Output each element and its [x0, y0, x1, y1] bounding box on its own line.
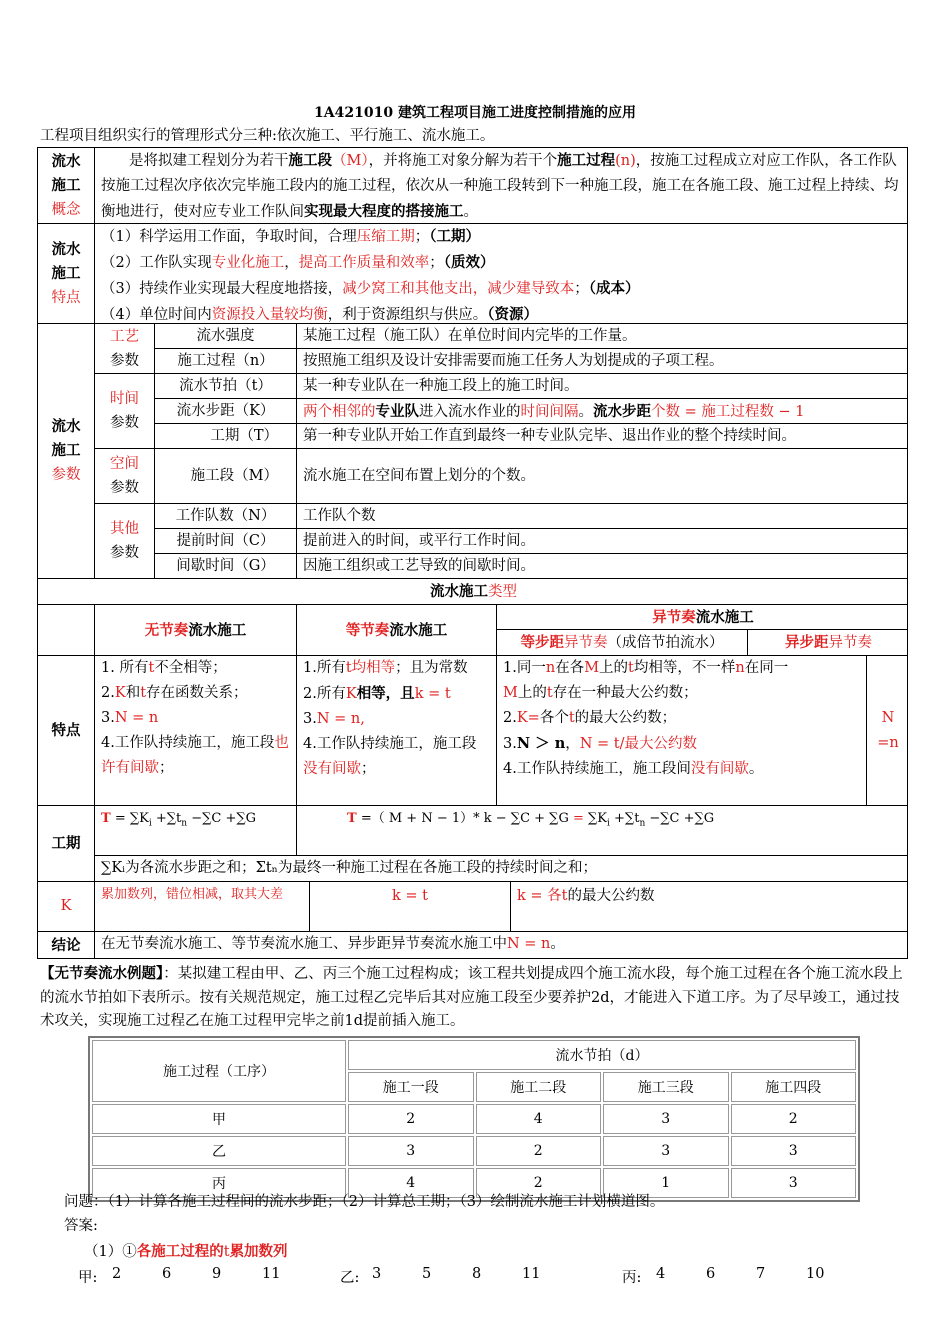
seq-value: 2 — [112, 1266, 122, 1282]
conclusion-label: 结论 — [38, 932, 95, 959]
param-name: 间歇时间（G） — [155, 554, 297, 579]
feat-equal: 1.所有t均相等；且为常数 2.所有K相等，且k = t 3.N = n, 4.工作队持续施工，施工段没有间歇； — [297, 656, 497, 806]
step-one: （1）①各施工过程的t累加数列 — [84, 1243, 288, 1260]
example-text: 【无节奏流水例题】：某拟建工程由甲、乙、丙三个施工过程构成；该工程共划提成四个施工流水段，每个施工过程在各个施工流水段上的流水节拍如下表所示。按有关规范规定，施工过程乙完毕后其对应施工段至少要养护2d，才能进入下道工序。为了尽早竣工，通过技术攻关，实现施工过程乙在施工过程甲完毕之前1d提前插入施工。 — [40, 965, 903, 1029]
type-col-irregular: 无节奏流水施工 — [95, 605, 297, 656]
seq-value: 6 — [162, 1266, 172, 1282]
type-col-var-step: 异步距异节奏 — [748, 630, 908, 656]
seq-value: 4 — [656, 1266, 666, 1282]
beat-table — [88, 1036, 860, 1202]
param-desc: 两个相邻的专业队进入流水作业的时间间隔。流水步距个数 = 施工过程数 − 1 — [297, 399, 908, 424]
type-col-equal: 等节奏流水施工 — [297, 605, 497, 656]
feat-equal-step: 1.同一n在各M上的t均相等，不一样n在同一 M上的t存在一种最大公约数； 2.K=各个t的最大公约数； 3.N ＞ n，N = t/最大公约数 4.工作队持续施工，施工段间没有间歇。 — [497, 656, 867, 806]
features-text: （1）科学运用工作面，争取时间，合理压缩工期；（工期） （2）工作队实现专业化施工，提高工作质量和效率；（质效） （3）持续作业实现最大程度地搭接，减少窝工和其他支出，减少建导致本；（成本） （4）单位时间内资源投入量较均衡，利于资源组织与供应。（资源） — [95, 224, 908, 324]
param-name: 流水节拍（t） — [155, 374, 297, 399]
seq-value: 3 — [372, 1266, 382, 1282]
param-name: 流水强度 — [155, 324, 297, 349]
k-equal-step: k = 各t的最大公约数 — [511, 882, 908, 932]
table-col-header: 施工二段 — [476, 1072, 602, 1102]
concept-text: 是将拟建工程划分为若干施工段（M），并将施工对象分解为若干个施工过程(n)，按施工过程成立对应工作队，各工作队按施工过程次序依次完毕施工段内的施工过程，依次从一种施工段转到下一种施工段，施工在各施工段、施工过程上持续、均衡地进行，使对应专业工作队间实现最大程度的搭接施工。 — [95, 148, 908, 224]
seq-value: 7 — [756, 1266, 766, 1282]
summary-table — [37, 147, 908, 959]
table-row: 丙 4 2 1 3 — [92, 1168, 856, 1198]
table-col-header: 施工一段 — [348, 1072, 474, 1102]
table-row: 甲 2 4 3 2 — [92, 1104, 856, 1134]
k-label: K — [38, 882, 95, 932]
feat-label: 特点 — [38, 656, 95, 806]
seq-yi-label: 乙: — [340, 1270, 360, 1286]
seq-value: 5 — [422, 1266, 432, 1282]
seq-bing-label: 丙: — [622, 1270, 642, 1286]
param-group-space: 空间 参数 — [95, 449, 155, 504]
seq-value: 11 — [522, 1266, 541, 1282]
param-desc: 某施工过程（施工队）在单位时间内完毕的工作量。 — [297, 324, 908, 349]
seq-value: 6 — [706, 1266, 716, 1282]
concept-label: 流水 施工 概念 — [38, 148, 95, 224]
answer-label: 答案: — [64, 1218, 98, 1234]
type-col-equal-step: 等步距异节奏（成倍节拍流水） — [497, 630, 748, 656]
seq-value: 8 — [472, 1266, 482, 1282]
param-name: 流水步距（K） — [155, 399, 297, 424]
param-name: 施工段（M） — [155, 449, 297, 504]
param-name: 工作队数（N） — [155, 504, 297, 529]
param-desc: 第一种专业队开始工作直到最终一种专业队完毕、退出作业的整个持续时间。 — [297, 424, 908, 449]
type-col-variable: 异节奏流水施工 — [497, 605, 908, 630]
param-desc: 提前进入的时间，或平行工作时间。 — [297, 529, 908, 554]
k-equal: k = t — [310, 882, 511, 932]
feat-irregular: 1. 所有t不全相等； 2.K和t存在函数关系； 3.N = n 4.工作队持续施工，施工段也许有间歇； — [95, 656, 297, 806]
param-name: 施工过程（n） — [155, 349, 297, 374]
types-corner — [38, 605, 95, 656]
table-corner: 施工过程（工序） — [92, 1040, 346, 1102]
param-group-time: 时间 参数 — [95, 374, 155, 449]
param-group-craft: 工艺 参数 — [95, 324, 155, 374]
duration-regular: T =（ M + N − 1）* $k - \sum C + \sum G = \sum K_i +\sum t_n -\sum C +\sum G$ — [297, 806, 908, 856]
seq-value: 9 — [212, 1266, 222, 1282]
table-row: 乙 3 2 3 3 — [92, 1136, 856, 1166]
k-irregular: 累加数列，错位相减，取其大差 — [95, 882, 310, 932]
seq-value: 10 — [806, 1266, 825, 1282]
duration-label: 工期 — [38, 806, 95, 882]
doc-title: 1A421010 建筑工程项目施工进度控制措施的应用 — [314, 105, 636, 121]
duration-irregular: $T = \sum K_i +\sum t_n -\sum C +\sum G$ — [95, 806, 297, 856]
params-label: 流水 施工 参数 — [38, 324, 95, 579]
table-col-header: 施工四段 — [731, 1072, 857, 1102]
param-desc: 流水施工在空间布置上划分的个数。 — [297, 449, 908, 504]
duration-note: ∑Kᵢ为各流水步距之和；Σtₙ为最终一种施工过程在各施工段的持续时间之和； — [95, 856, 908, 882]
param-group-other: 其他 参数 — [95, 504, 155, 579]
intro-text: 工程项目组织实行的管理形式分三种:依次施工、平行施工、流水施工。 — [40, 128, 495, 144]
feat-var-step: N=n — [867, 656, 908, 806]
seq-value: 11 — [262, 1266, 281, 1282]
seq-jia-label: 甲: — [78, 1270, 98, 1286]
table-col-header: 施工三段 — [603, 1072, 729, 1102]
features-label: 流水 施工 特点 — [38, 224, 95, 324]
param-desc: 因施工组织或工艺导致的间歇时间。 — [297, 554, 908, 579]
question-text: 问题：（1）计算各施工过程间的流水步距；（2）计算总工期；（3）绘制流水施工计划横道图。 — [64, 1194, 665, 1210]
table-group-header: 流水节拍（d） — [348, 1040, 856, 1070]
param-desc: 某一种专业队在一种施工段上的施工时间。 — [297, 374, 908, 399]
conclusion-text: 在无节奏流水施工、等节奏流水施工、异步距异节奏流水施工中N = n。 — [101, 936, 565, 952]
param-name: 提前时间（C） — [155, 529, 297, 554]
types-header: 流水施工类型 — [38, 579, 908, 605]
param-desc: 按照施工组织及设计安排需要而施工任务人为划提成的子项工程。 — [297, 349, 908, 374]
param-desc: 工作队个数 — [297, 504, 908, 529]
param-name: 工期（T） — [155, 424, 297, 449]
